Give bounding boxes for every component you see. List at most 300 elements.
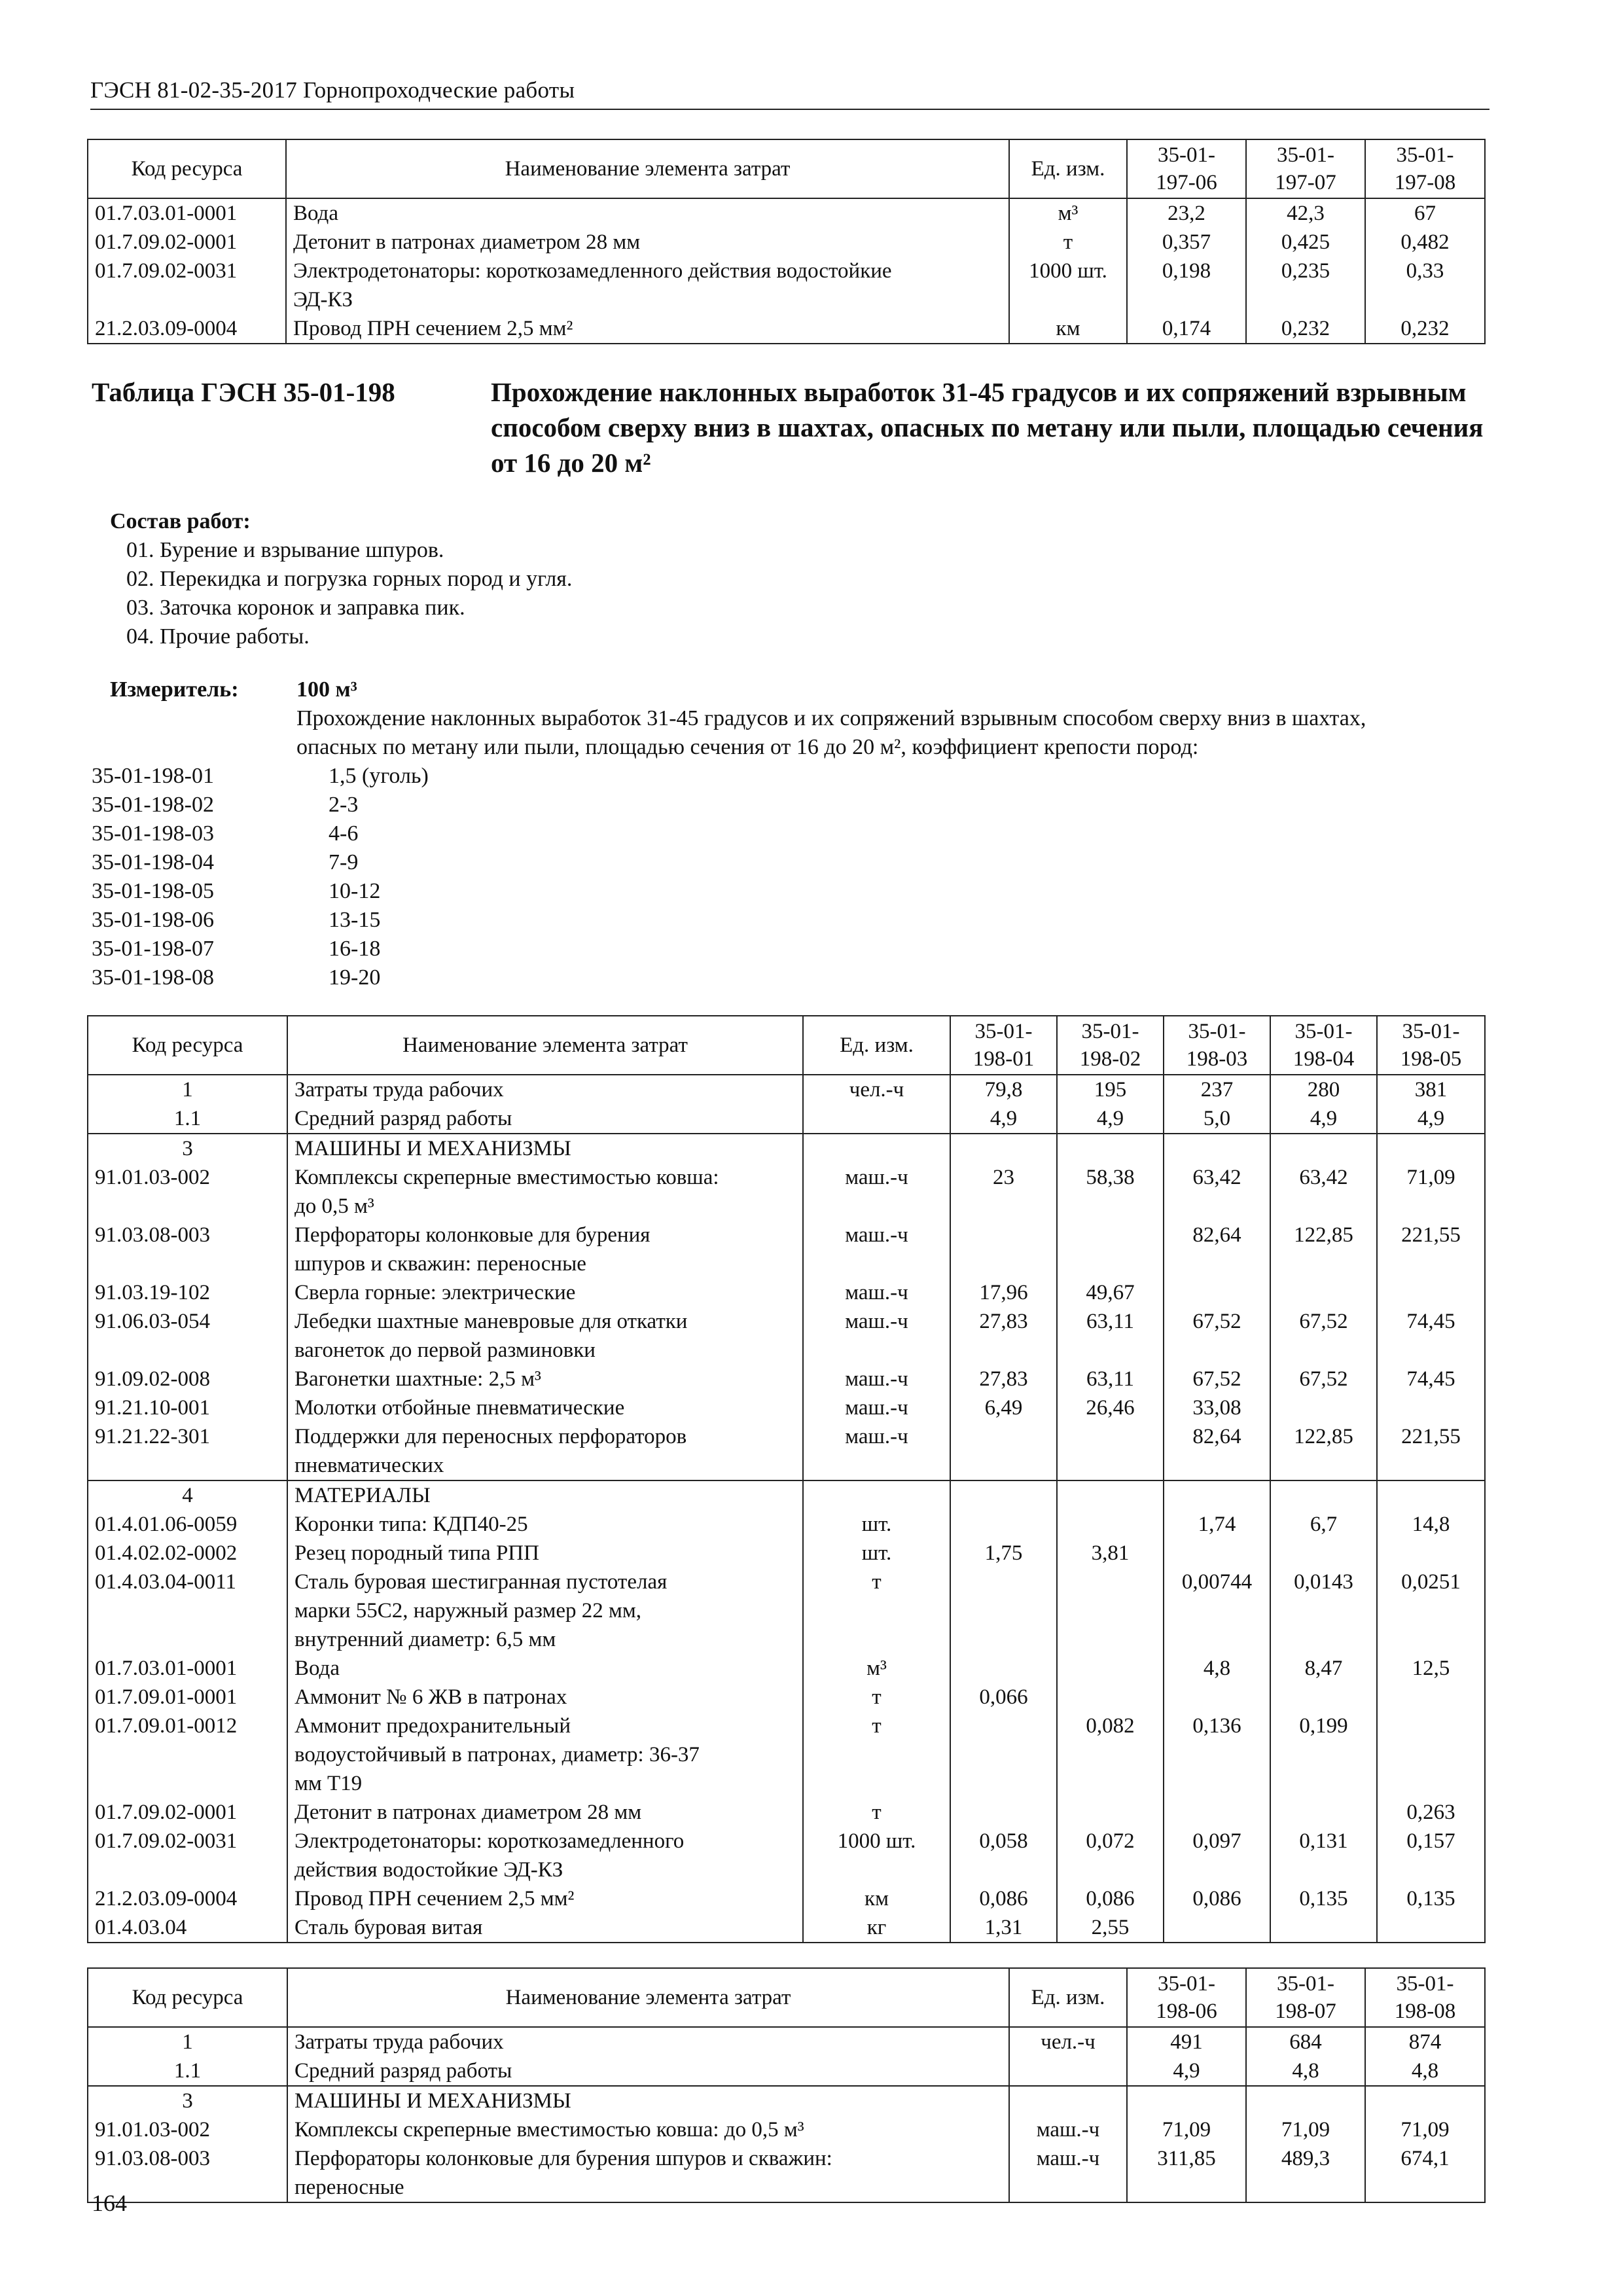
resource-code: 01.7.09.02-0001 xyxy=(88,1798,287,1827)
meter-code-value: 19-20 xyxy=(329,965,381,990)
resource-code: 3 xyxy=(88,1134,287,1163)
cost-element-name: Средний разряд работы xyxy=(287,2056,1009,2086)
unit: 1000 шт. xyxy=(803,1827,950,1884)
norm-value: 122,85 xyxy=(1270,1422,1377,1480)
unit xyxy=(1009,2086,1127,2115)
norm-value: 74,45 xyxy=(1377,1365,1485,1393)
table-row xyxy=(88,1913,1485,1943)
col-code: Код ресурса xyxy=(88,1968,287,2027)
resource-code: 01.7.09.02-0031 xyxy=(88,257,286,314)
norm-value xyxy=(1057,1683,1164,1712)
norm-value: 0,0251 xyxy=(1377,1568,1485,1654)
norm-value: 79,8 xyxy=(950,1075,1057,1104)
meter-code: 35-01-198-04 xyxy=(92,850,214,874)
norm-value: 0,097 xyxy=(1164,1827,1270,1884)
unit xyxy=(803,1104,950,1134)
norm-value xyxy=(950,1798,1057,1827)
resource-code: 1 xyxy=(88,1075,287,1104)
meter-code-row xyxy=(92,906,681,935)
table-row xyxy=(88,1827,1485,1884)
norm-value: 1,74 xyxy=(1164,1510,1270,1539)
meter-code: 35-01-198-03 xyxy=(92,821,214,846)
meter-value: 100 м³ xyxy=(296,677,357,702)
unit: т xyxy=(803,1683,950,1712)
norm-value xyxy=(1057,1568,1164,1654)
resource-code: 01.4.01.06-0059 xyxy=(88,1510,287,1539)
col-value-code: 35-01- 198-07 xyxy=(1246,1968,1365,2027)
cost-element-name: Лебедки шахтные маневровые для откатки вагонеток до первой разминовки xyxy=(287,1307,803,1365)
norm-value: 4,8 xyxy=(1164,1654,1270,1683)
norm-value: 82,64 xyxy=(1164,1422,1270,1480)
unit: т xyxy=(1009,228,1127,257)
meter-code-value: 7-9 xyxy=(329,850,359,874)
resource-code: 91.03.19-102 xyxy=(88,1278,287,1307)
table-body xyxy=(88,2027,1485,2202)
norm-value: 0,199 xyxy=(1270,1712,1377,1798)
cost-element-name: Вагонетки шахтные: 2,5 м³ xyxy=(287,1365,803,1393)
meter-code-value: 1,5 (уголь) xyxy=(329,764,429,788)
cost-element-name: Перфораторы колонковые для бурения шпуров и скважин: переносные xyxy=(287,2144,1009,2202)
norm-value: 63,42 xyxy=(1270,1163,1377,1221)
resource-code: 01.7.09.02-0031 xyxy=(88,1827,287,1884)
cost-element-name: Вода xyxy=(287,1654,803,1683)
norm-value: 74,45 xyxy=(1377,1307,1485,1365)
cost-element-name: Поддержки для переносных перфораторов пневматических xyxy=(287,1422,803,1480)
cost-element-name: Провод ПРН сечением 2,5 мм² xyxy=(287,1884,803,1913)
norm-value: 0,232 xyxy=(1365,314,1485,344)
cost-element-name: Комплексы скреперные вместимостью ковша: до 0,5 м³ xyxy=(287,2115,1009,2144)
norm-value xyxy=(1164,1683,1270,1712)
table-row xyxy=(88,2115,1485,2144)
norm-value: 0,232 xyxy=(1246,314,1365,344)
norm-value xyxy=(1164,1798,1270,1827)
cost-element-name: МАТЕРИАЛЫ xyxy=(287,1480,803,1510)
norm-value xyxy=(950,1712,1057,1798)
unit: маш.-ч xyxy=(803,1422,950,1480)
norm-value xyxy=(1270,1480,1377,1510)
meter-code-row xyxy=(92,877,681,906)
resource-code: 3 xyxy=(88,2086,287,2115)
norm-value: 71,09 xyxy=(1365,2115,1485,2144)
header-row xyxy=(88,1016,1485,1075)
table-row xyxy=(88,1480,1485,1510)
table-body xyxy=(88,198,1485,344)
table-row xyxy=(88,1712,1485,1798)
norm-value: 2,55 xyxy=(1057,1913,1164,1943)
norm-value: 82,64 xyxy=(1164,1221,1270,1278)
norm-value xyxy=(1164,1913,1270,1943)
norm-value: 5,0 xyxy=(1164,1104,1270,1134)
resource-code: 91.09.02-008 xyxy=(88,1365,287,1393)
norm-value: 0,00744 xyxy=(1164,1568,1270,1654)
col-value-code: 35-01- 198-01 xyxy=(950,1016,1057,1075)
norm-value: 4,9 xyxy=(950,1104,1057,1134)
unit: маш.-ч xyxy=(803,1393,950,1422)
cost-element-name: Молотки отбойные пневматические xyxy=(287,1393,803,1422)
norm-value: 8,47 xyxy=(1270,1654,1377,1683)
norm-value: 27,83 xyxy=(950,1307,1057,1365)
table-row xyxy=(88,1278,1485,1307)
meter-code-row xyxy=(92,791,681,819)
table-row xyxy=(88,2056,1485,2086)
cost-element-name: Электродетонаторы: короткозамедленного действия водостойкие ЭД-КЗ xyxy=(286,257,1009,314)
table-row xyxy=(88,1104,1485,1134)
unit: маш.-ч xyxy=(803,1307,950,1365)
col-value-code: 35-01- 197-08 xyxy=(1365,139,1485,198)
norm-value: 0,135 xyxy=(1270,1884,1377,1913)
norm-value: 874 xyxy=(1365,2027,1485,2056)
norm-value: 6,49 xyxy=(950,1393,1057,1422)
norm-value xyxy=(950,1480,1057,1510)
meter-code-row xyxy=(92,819,681,848)
norm-value xyxy=(1057,1134,1164,1163)
resource-code: 01.4.03.04-0011 xyxy=(88,1568,287,1654)
norm-value xyxy=(950,1568,1057,1654)
cost-element-name: Затраты труда рабочих xyxy=(287,1075,803,1104)
norm-value xyxy=(1164,1134,1270,1163)
norm-value xyxy=(1377,1278,1485,1307)
resource-code: 1 xyxy=(88,2027,287,2056)
work-item: 03. Заточка коронок и заправка пик. xyxy=(126,596,465,620)
norm-value: 674,1 xyxy=(1365,2144,1485,2202)
meter-block xyxy=(110,675,1484,704)
unit: м³ xyxy=(803,1654,950,1683)
unit: км xyxy=(803,1884,950,1913)
norm-value xyxy=(1057,1654,1164,1683)
col-code: Код ресурса xyxy=(88,139,286,198)
table-row xyxy=(88,1393,1485,1422)
col-value-code: 35-01- 198-08 xyxy=(1365,1968,1485,2027)
norm-value: 4,9 xyxy=(1057,1104,1164,1134)
unit: шт. xyxy=(803,1510,950,1539)
norm-value: 71,09 xyxy=(1377,1163,1485,1221)
col-name: Наименование элемента затрат xyxy=(287,1968,1009,2027)
col-value-code: 35-01- 198-06 xyxy=(1127,1968,1246,2027)
work-item: 02. Перекидка и погрузка горных пород и угля. xyxy=(126,567,573,591)
table-body xyxy=(88,1075,1485,1943)
norm-value xyxy=(1270,1393,1377,1422)
norm-value: 17,96 xyxy=(950,1278,1057,1307)
norm-value: 0,086 xyxy=(950,1884,1057,1913)
norm-value xyxy=(1164,1480,1270,1510)
norm-value: 0,086 xyxy=(1164,1884,1270,1913)
work-composition xyxy=(110,507,572,651)
norm-value: 33,08 xyxy=(1164,1393,1270,1422)
meter-code: 35-01-198-08 xyxy=(92,965,214,990)
unit: маш.-ч xyxy=(803,1278,950,1307)
cost-element-name: Сталь буровая шестигранная пустотелая марки 55С2, наружный размер 22 мм, внутренний диаметр: 6,5 мм xyxy=(287,1568,803,1654)
unit xyxy=(1009,2056,1127,2086)
norm-value: 58,38 xyxy=(1057,1163,1164,1221)
meter-code-value: 13-15 xyxy=(329,908,381,932)
unit: чел.-ч xyxy=(803,1075,950,1104)
table-row xyxy=(88,1163,1485,1221)
table-row xyxy=(88,1075,1485,1104)
table-row xyxy=(88,2086,1485,2115)
unit xyxy=(803,1134,950,1163)
norm-value: 0,131 xyxy=(1270,1827,1377,1884)
norm-value: 67 xyxy=(1365,198,1485,228)
norm-value: 12,5 xyxy=(1377,1654,1485,1683)
resource-code: 4 xyxy=(88,1480,287,1510)
resource-code: 1.1 xyxy=(88,2056,287,2086)
norm-value: 67,52 xyxy=(1164,1365,1270,1393)
norm-value: 4,8 xyxy=(1246,2056,1365,2086)
cost-element-name: МАШИНЫ И МЕХАНИЗМЫ xyxy=(287,1134,803,1163)
norm-value: 0,0143 xyxy=(1270,1568,1377,1654)
meter-code-row xyxy=(92,935,681,963)
resource-table-198-01-05 xyxy=(87,1015,1486,1943)
cost-element-name: Сверла горные: электрические xyxy=(287,1278,803,1307)
meter-code-row xyxy=(92,762,681,791)
norm-value: 0,174 xyxy=(1127,314,1246,344)
table-row xyxy=(88,257,1485,314)
table-row xyxy=(88,1884,1485,1913)
resource-code: 01.7.09.02-0001 xyxy=(88,228,286,257)
table-header xyxy=(88,1016,1485,1075)
resource-code: 91.01.03-002 xyxy=(88,1163,287,1221)
norm-value xyxy=(1057,1221,1164,1278)
col-code: Код ресурса xyxy=(88,1016,287,1075)
norm-value: 237 xyxy=(1164,1075,1270,1104)
norm-value: 71,09 xyxy=(1127,2115,1246,2144)
norm-value xyxy=(1377,1134,1485,1163)
unit: шт. xyxy=(803,1539,950,1568)
norm-value: 489,3 xyxy=(1246,2144,1365,2202)
norm-value xyxy=(1164,1278,1270,1307)
resource-code: 01.4.02.02-0002 xyxy=(88,1539,287,1568)
meter-description: Прохождение наклонных выработок 31-45 градусов и их сопряжений взрывным способом сверху вниз в шахтах, опасных по метану или пыли, площадью сечения от 16 до 20 м², коэффициент крепости пород: xyxy=(296,706,1366,759)
norm-value: 3,81 xyxy=(1057,1539,1164,1568)
norm-value: 63,11 xyxy=(1057,1307,1164,1365)
norm-value: 63,11 xyxy=(1057,1365,1164,1393)
meter-code: 35-01-198-05 xyxy=(92,879,214,903)
norm-value xyxy=(1246,2086,1365,2115)
norm-value: 0,33 xyxy=(1365,257,1485,314)
resource-code: 21.2.03.09-0004 xyxy=(88,1884,287,1913)
norm-value xyxy=(1270,1539,1377,1568)
norm-value: 42,3 xyxy=(1246,198,1365,228)
norm-value: 311,85 xyxy=(1127,2144,1246,2202)
cost-element-name: Коронки типа: КДП40-25 xyxy=(287,1510,803,1539)
table-row xyxy=(88,314,1485,344)
col-name: Наименование элемента затрат xyxy=(286,139,1009,198)
norm-value: 0,086 xyxy=(1057,1884,1164,1913)
norm-value: 0,066 xyxy=(950,1683,1057,1712)
norm-value: 0,235 xyxy=(1246,257,1365,314)
table-row xyxy=(88,1798,1485,1827)
norm-value: 0,263 xyxy=(1377,1798,1485,1827)
header-row xyxy=(88,1968,1485,2027)
unit: км xyxy=(1009,314,1127,344)
col-unit: Ед. изм. xyxy=(803,1016,950,1075)
meter-code: 35-01-198-07 xyxy=(92,937,214,961)
table-row xyxy=(88,1422,1485,1480)
meter-code: 35-01-198-02 xyxy=(92,793,214,817)
cost-element-name: Детонит в патронах диаметром 28 мм xyxy=(286,228,1009,257)
resource-code: 91.21.10-001 xyxy=(88,1393,287,1422)
norm-value: 1,75 xyxy=(950,1539,1057,1568)
table-number: Таблица ГЭСН 35-01-198 xyxy=(92,377,395,407)
table-row xyxy=(88,1365,1485,1393)
norm-value: 0,136 xyxy=(1164,1712,1270,1798)
table-row xyxy=(88,1510,1485,1539)
unit: маш.-ч xyxy=(803,1163,950,1221)
cost-element-name: Вода xyxy=(286,198,1009,228)
norm-value xyxy=(1057,1480,1164,1510)
work-item: 01. Бурение и взрывание шпуров. xyxy=(126,538,444,562)
work-item: 04. Прочие работы. xyxy=(126,624,310,649)
resource-code: 01.7.09.01-0012 xyxy=(88,1712,287,1798)
norm-value: 0,058 xyxy=(950,1827,1057,1884)
meter-label: Измеритель: xyxy=(110,677,239,702)
norm-value xyxy=(1377,1539,1485,1568)
unit xyxy=(803,1480,950,1510)
resource-code: 01.4.03.04 xyxy=(88,1913,287,1943)
norm-value: 0,198 xyxy=(1127,257,1246,314)
table-heading: Прохождение наклонных выработок 31-45 градусов и их сопряжений взрывным способом сверху вниз в шахтах, опасных по метану или пыли, площадью сечения от 16 до 20 м² xyxy=(491,377,1484,478)
page-number: 164 xyxy=(92,2190,127,2216)
norm-value: 4,9 xyxy=(1377,1104,1485,1134)
unit: 1000 шт. xyxy=(1009,257,1127,314)
cost-element-name: Перфораторы колонковые для бурения шпуров и скважин: переносные xyxy=(287,1221,803,1278)
resource-table-197 xyxy=(87,139,1486,344)
table-row xyxy=(88,1307,1485,1365)
col-value-code: 35-01- 198-04 xyxy=(1270,1016,1377,1075)
resource-code: 91.01.03-002 xyxy=(88,2115,287,2144)
norm-value xyxy=(950,1654,1057,1683)
norm-value: 221,55 xyxy=(1377,1422,1485,1480)
norm-value xyxy=(1270,1798,1377,1827)
norm-value: 4,9 xyxy=(1270,1104,1377,1134)
meter-code-value: 2-3 xyxy=(329,793,359,817)
cost-element-name: МАШИНЫ И МЕХАНИЗМЫ xyxy=(287,2086,1009,2115)
norm-value xyxy=(1377,1683,1485,1712)
norm-value: 280 xyxy=(1270,1075,1377,1104)
unit: т xyxy=(803,1568,950,1654)
norm-value: 1,31 xyxy=(950,1913,1057,1943)
norm-value xyxy=(1057,1798,1164,1827)
norm-value xyxy=(950,1510,1057,1539)
resource-code: 91.06.03-054 xyxy=(88,1307,287,1365)
unit: маш.-ч xyxy=(803,1365,950,1393)
norm-value xyxy=(950,1134,1057,1163)
norm-value: 4,8 xyxy=(1365,2056,1485,2086)
resource-code: 01.7.03.01-0001 xyxy=(88,1654,287,1683)
norm-value: 221,55 xyxy=(1377,1221,1485,1278)
col-value-code: 35-01- 198-03 xyxy=(1164,1016,1270,1075)
meter-code: 35-01-198-01 xyxy=(92,764,214,788)
meter-code-row xyxy=(92,848,681,877)
meter-code-list xyxy=(92,762,681,992)
unit: маш.-ч xyxy=(803,1221,950,1278)
norm-value xyxy=(1377,1393,1485,1422)
resource-code: 91.03.08-003 xyxy=(88,1221,287,1278)
norm-value: 0,357 xyxy=(1127,228,1246,257)
table-row xyxy=(88,1134,1485,1163)
norm-value xyxy=(950,1221,1057,1278)
meter-code: 35-01-198-06 xyxy=(92,908,214,932)
norm-value: 381 xyxy=(1377,1075,1485,1104)
norm-value xyxy=(1057,1422,1164,1480)
unit: кг xyxy=(803,1913,950,1943)
norm-value: 195 xyxy=(1057,1075,1164,1104)
table-header xyxy=(88,139,1485,198)
norm-value: 67,52 xyxy=(1164,1307,1270,1365)
col-name: Наименование элемента затрат xyxy=(287,1016,803,1075)
cost-element-name: Сталь буровая витая xyxy=(287,1913,803,1943)
unit: маш.-ч xyxy=(1009,2144,1127,2202)
norm-value: 491 xyxy=(1127,2027,1246,2056)
norm-value: 684 xyxy=(1246,2027,1365,2056)
norm-value xyxy=(1164,1539,1270,1568)
table-row xyxy=(88,1539,1485,1568)
norm-value: 122,85 xyxy=(1270,1221,1377,1278)
page-header xyxy=(90,77,1489,110)
norm-value xyxy=(1365,2086,1485,2115)
col-unit: Ед. изм. xyxy=(1009,139,1127,198)
unit: чел.-ч xyxy=(1009,2027,1127,2056)
norm-value xyxy=(1270,1913,1377,1943)
norm-value xyxy=(950,1422,1057,1480)
table-row xyxy=(88,2027,1485,2056)
col-value-code: 35-01- 198-05 xyxy=(1377,1016,1485,1075)
table-row xyxy=(88,2144,1485,2202)
resource-code: 91.21.22-301 xyxy=(88,1422,287,1480)
norm-value xyxy=(1377,1480,1485,1510)
norm-value: 0,135 xyxy=(1377,1884,1485,1913)
cost-element-name: Провод ПРН сечением 2,5 мм² xyxy=(286,314,1009,344)
cost-element-name: Затраты труда рабочих xyxy=(287,2027,1009,2056)
cost-element-name: Детонит в патронах диаметром 28 мм xyxy=(287,1798,803,1827)
norm-value: 27,83 xyxy=(950,1365,1057,1393)
document-title: ГЭСН 81-02-35-2017 Горнопроходческие работы xyxy=(90,77,575,103)
col-value-code: 35-01- 197-07 xyxy=(1246,139,1365,198)
table-row xyxy=(88,1221,1485,1278)
resource-code: 21.2.03.09-0004 xyxy=(88,314,286,344)
norm-value: 6,7 xyxy=(1270,1510,1377,1539)
cost-element-name: Аммонит № 6 ЖВ в патронах xyxy=(287,1683,803,1712)
resource-code: 1.1 xyxy=(88,1104,287,1134)
norm-value: 0,157 xyxy=(1377,1827,1485,1884)
norm-value xyxy=(1127,2086,1246,2115)
cost-element-name: Электродетонаторы: короткозамедленного действия водостойкие ЭД-КЗ xyxy=(287,1827,803,1884)
norm-value xyxy=(1057,1510,1164,1539)
norm-value: 67,52 xyxy=(1270,1365,1377,1393)
unit: т xyxy=(803,1798,950,1827)
norm-value xyxy=(1377,1712,1485,1798)
cost-element-name: Средний разряд работы xyxy=(287,1104,803,1134)
resource-code: 01.7.09.01-0001 xyxy=(88,1683,287,1712)
table-row xyxy=(88,1654,1485,1683)
norm-value: 0,425 xyxy=(1246,228,1365,257)
table-row xyxy=(88,228,1485,257)
meter-code-value: 4-6 xyxy=(329,821,359,846)
norm-value: 0,082 xyxy=(1057,1712,1164,1798)
norm-value: 14,8 xyxy=(1377,1510,1485,1539)
norm-value: 26,46 xyxy=(1057,1393,1164,1422)
meter-code-row xyxy=(92,963,681,992)
meter-code-value: 10-12 xyxy=(329,879,381,903)
norm-value xyxy=(1377,1913,1485,1943)
norm-value xyxy=(1270,1134,1377,1163)
cost-element-name: Аммонит предохранительный водоустойчивый в патронах, диаметр: 36-37 мм Т19 xyxy=(287,1712,803,1798)
col-unit: Ед. изм. xyxy=(1009,1968,1127,2027)
unit: т xyxy=(803,1712,950,1798)
resource-code: 91.03.08-003 xyxy=(88,2144,287,2202)
norm-value: 23,2 xyxy=(1127,198,1246,228)
col-value-code: 35-01- 198-02 xyxy=(1057,1016,1164,1075)
